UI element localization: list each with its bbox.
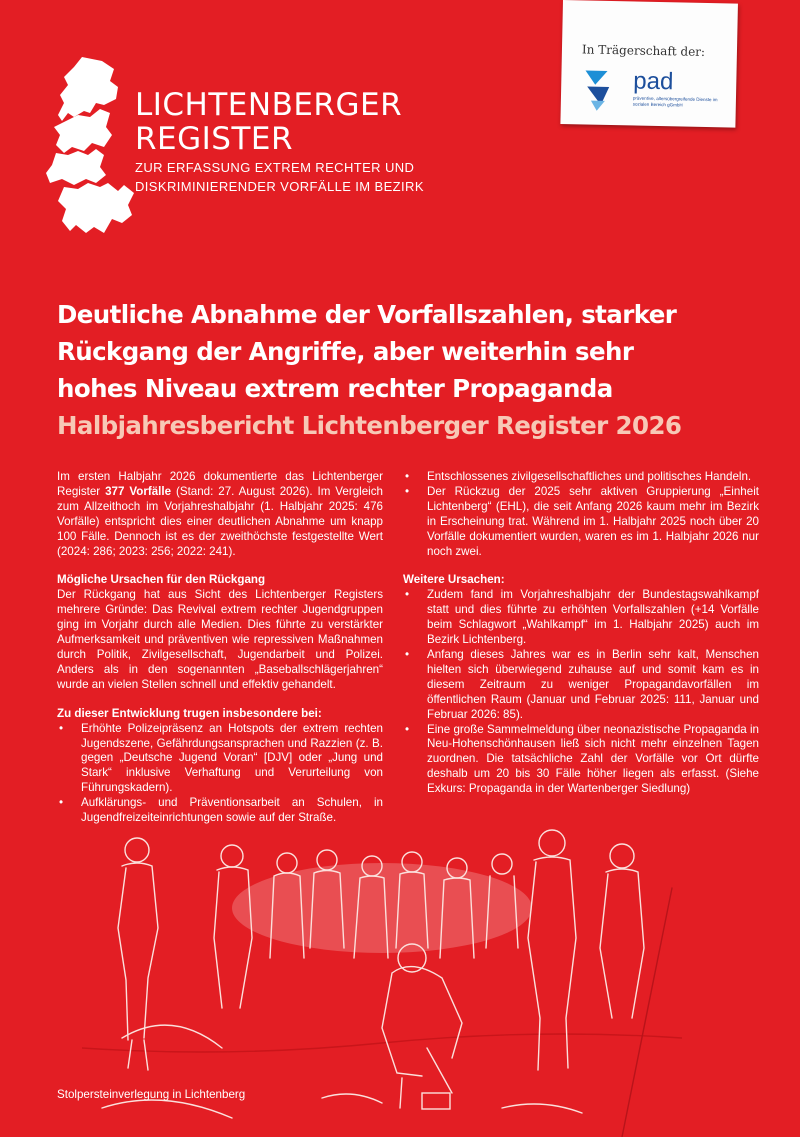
sponsor-tagline: präventive, altersübergreifende Dienste im sozialen Bereich gGmbH [632,95,718,108]
further-causes-heading: Weitere Ursachen: [403,573,505,587]
list-item: • Anfang dieses Jahres war es in Berlin sehr kalt, Menschen hielten sich überwiegend zuhause auf und somit kam es in diesem Zeitraum zu weniger Propagandavorfällen im öffentlichen Raum (Januar und Februar 2025: 111, Januar und Februar 2026: 85). [403,648,759,723]
list-item: • Aufklärungs- und Präventionsarbeit an Schulen, in Jugendfreizeiteinrichtungen sowie auf der Straße. [57,796,383,826]
brand-subtitle-line2: DISKRIMINIERENDER VORFÄLLE IM BEZIRK [135,179,424,194]
list-item: • Der Rückzug der 2025 sehr aktiven Gruppierung „Einheit Lichtenberg“ (EHL), die seit Anfang 2026 kaum mehr im Bezirk in Erscheinung trat. Während im 1. Halbjahr 2025 noch über 20 Vorfälle dokumentiert wurden, waren es im 1. Halbjahr 2026 nur noch zwei. [403,485,759,560]
right-column [403,470,759,797]
intro-paragraph: Im ersten Halbjahr 2026 dokumentierte das Lichtenberger Register 377 Vorfälle (Stand: 27. August 2026). Im Vergleich zum Allzeithoch im Vorjahreshalbjahr (1. Halbjahr 2025: 476 Vorfälle) entspricht dies einer deutlichen Abnahme um knapp 100 Fälle. Dennoch ist es der zweithöchste festgestellte Wert (2024: 286; 2023: 256; 2022: 241). [57,470,383,558]
report-subtitle: Halbjahresbericht Lichtenberger Register 2026 [57,411,682,440]
headline-line1: Deutliche Abnahme der Vorfallszahlen, starker [57,300,677,329]
district-map-logo [44,55,136,235]
list-item: • Zudem fand im Vorjahreshalbjahr der Bundestagswahlkampf statt und dies führte zu erhöhten Vorfallszahlen (+14 Vorfälle beim Schlagwort „Wahlkampf“ im 1. Halbjahr 2025) auch im Bezirk Lichtenberg. [403,588,759,648]
headline-line3: hohes Niveau extrem rechter Propaganda [57,374,613,403]
causes-paragraph: Der Rückgang hat aus Sicht des Lichtenberger Registers mehrere Gründe: Das Revival extrem rechter Jugendgruppen ging im Vorjahr durch alle Medien. Dies führte zu verstärkter Aufmerksamkeit und präventiven wie repressiven Maßnahmen durch Politik, Zivilgesellschaft, Jugendarbeit und Polizei. Anders als in den sogenannten „Baseballschlägerjahren“ wurde an vielen Stellen schnell und effektiv gehandelt. [57,588,383,691]
causes-heading: Mögliche Ursachen für den Rückgang [57,573,266,587]
pad-logo-icon [583,66,624,113]
sponsor-name: pad [633,67,674,96]
headline-line2: Rückgang der Angriffe, aber weiterhin sehr [57,337,634,366]
contributions-heading: Zu dieser Entwicklung trugen insbesondere bei: [57,706,322,720]
left-column [57,470,383,826]
pad-logo [583,66,724,119]
incident-count: 377 Vorfälle [105,484,172,498]
brand-title-line1: LICHTENBERGER [135,87,403,123]
sponsor-card [560,0,738,128]
list-item: • Entschlossenes zivilgesellschaftliches und politisches Handeln. [403,470,759,485]
headline-block [57,296,747,444]
sponsor-label: In Trägerschaft der: [581,42,706,59]
list-item: • Erhöhte Polizeipräsenz an Hotspots der extrem rechten Jugendszene, Gefährdungsansprachen und Razzien (z. B. gegen „Deutsche Jugend Voran“ [DJV] oder „Jung und Stark“ inklusive Verhaftung und Verurteilung von Führungskadern). [57,722,383,797]
brand-block [135,88,424,194]
brand-title-line2: REGISTER [135,121,294,157]
illustration-caption: Stolpersteinverlegung in Lichtenberg [57,1088,246,1101]
list-item: • Eine große Sammelmeldung über neonazistische Propaganda in Neu-Hohenschönhausen ließ sich nicht mehr einzelnen Tagen zuordnen. Die tatsächliche Zahl der Vorfälle vor Ort dürfte deshalb um 20 bis 30 Fälle höher liegen als erfasst. (Siehe Exkurs: Propaganda in der Wartenberger Siedlung) [403,723,759,798]
brand-subtitle-line1: ZUR ERFASSUNG EXTREM RECHTER UND [135,160,415,175]
